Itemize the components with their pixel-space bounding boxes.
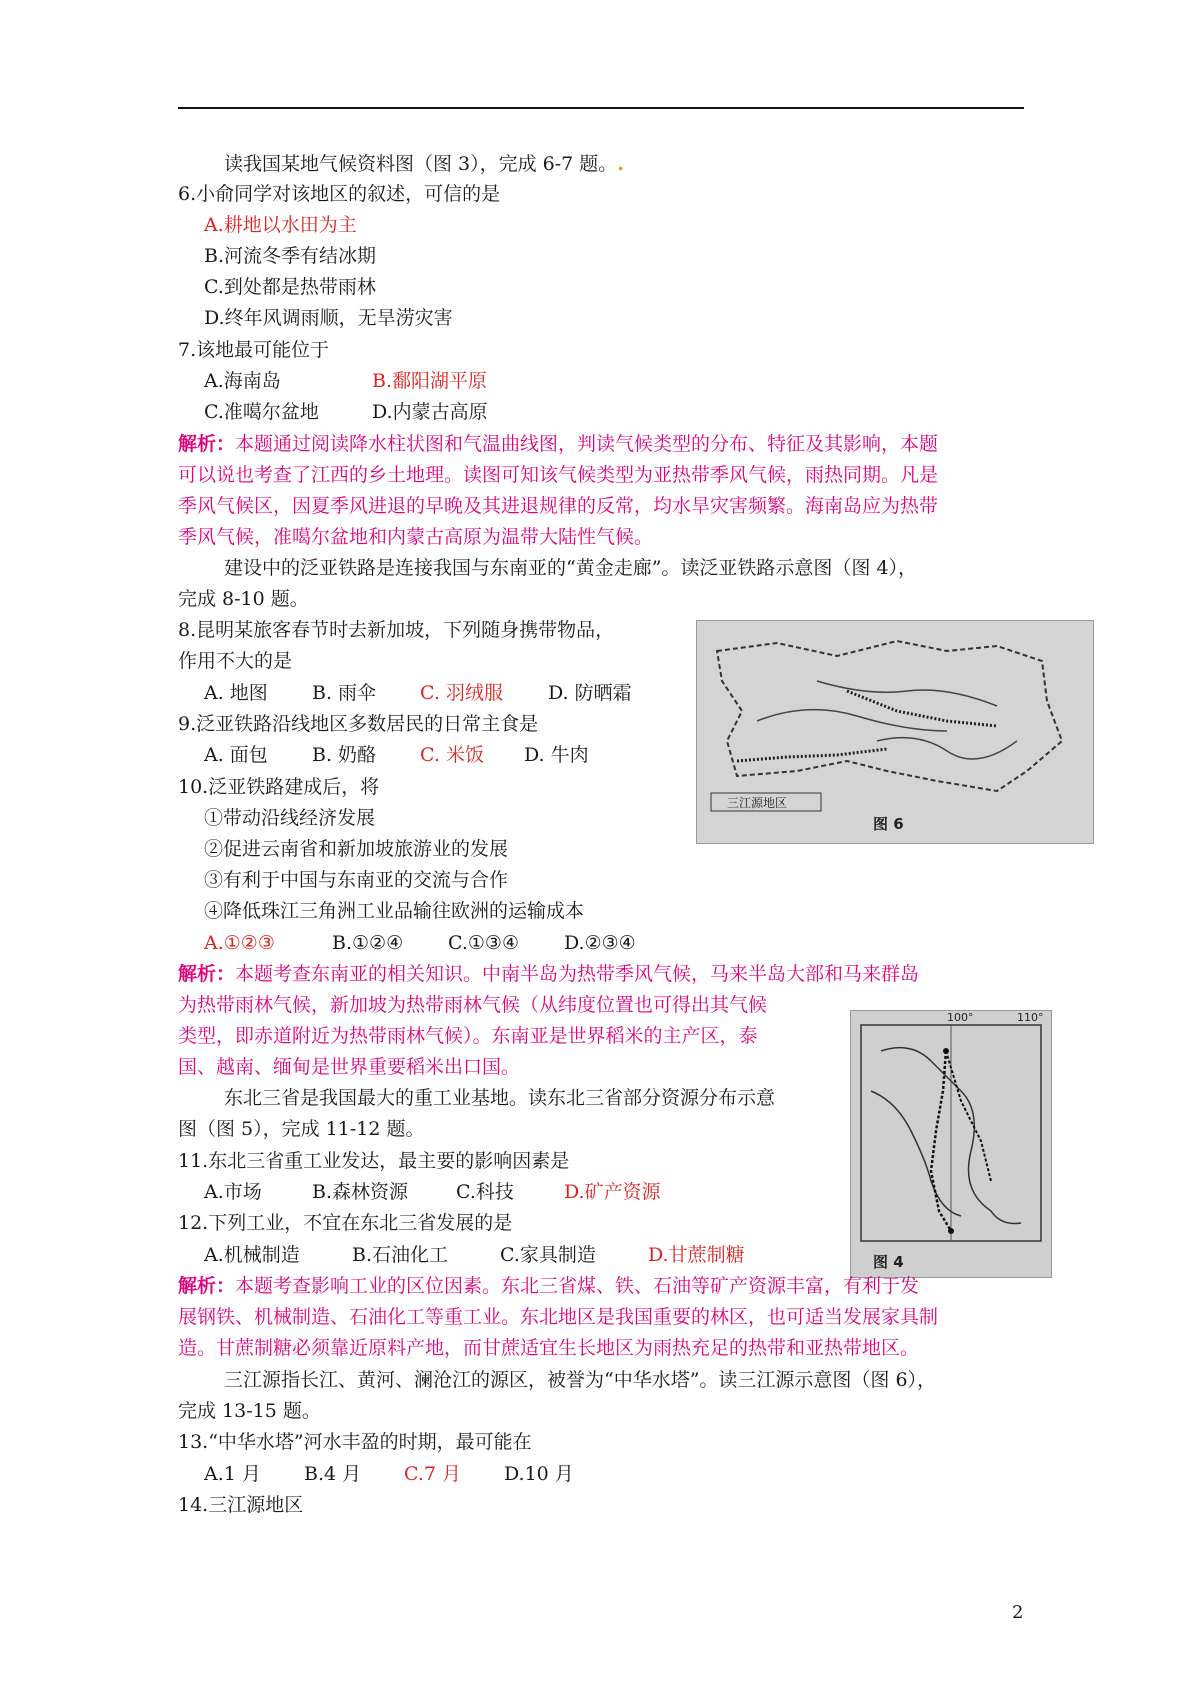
q7-option-a: A.海南岛 — [204, 370, 281, 392]
pan-asia-railway-drawing — [851, 1011, 1051, 1277]
q12-stem: 12.下列工业，不宜在东北三省发展的是 — [178, 1212, 513, 1234]
q10-stem: 10.泛亚铁路建成后，将 — [178, 776, 380, 798]
q8-stem-line1: 8.昆明某旅客春节时去新加坡，下列随身携带物品， — [178, 619, 615, 641]
q9-option-b: B. 奶酪 — [312, 744, 377, 766]
figure-4-map — [850, 1010, 1052, 1278]
q12-option-d: D.甘蔗制糖 — [648, 1244, 745, 1266]
q7-stem: 7.该地最可能位于 — [178, 339, 330, 361]
q9-option-c: C. 米饭 — [420, 744, 484, 766]
q8-stem-line2: 作用不大的是 — [178, 650, 293, 672]
q10-option-d: D.②③④ — [564, 932, 636, 954]
q6-option-c: C.到处都是热带雨林 — [204, 276, 376, 298]
q6-option-d: D.终年风调雨顺，无旱涝灾害 — [204, 307, 453, 329]
q6-option-b: B.河流冬季有结冰期 — [204, 245, 377, 267]
q8-option-c: C. 羽绒服 — [420, 682, 503, 704]
analysis3-line2: 展钢铁、机械制造、石油化工等重工业。东北地区是我国重要的林区，也可适当发展家具制 — [178, 1306, 939, 1328]
q13-option-a: A.1 月 — [204, 1463, 261, 1485]
q13-option-d: D.10 月 — [504, 1463, 574, 1485]
q11-option-b: B.森林资源 — [312, 1181, 409, 1203]
q10-item-3: ③有利于中国与东南亚的交流与合作 — [204, 869, 509, 891]
q8-option-b: B. 雨伞 — [312, 682, 377, 704]
q10-option-a: A.①②③ — [204, 932, 275, 954]
figure-6-caption: 图 6 — [873, 815, 904, 833]
q8-option-a: A. 地图 — [204, 682, 268, 704]
analysis1-line3: 季风气候区，因夏季风进退的早晚及其进退规律的反常，均水旱灾害频繁。海南岛应为热带 — [178, 495, 939, 517]
q12-option-c: C.家具制造 — [500, 1244, 596, 1266]
q10-option-b: B.①②④ — [332, 932, 404, 954]
q11-option-c: C.科技 — [456, 1181, 514, 1203]
q10-item-2: ②促进云南省和新加坡旅游业的发展 — [204, 838, 509, 860]
intro-northeast-line1: 东北三省是我国最大的重工业基地。读东北三省部分资源分布示意 — [224, 1087, 776, 1109]
q6-stem: 6.小俞同学对该地区的叙述，可信的是 — [178, 183, 501, 205]
q13-option-b: B.4 月 — [304, 1463, 362, 1485]
analysis2-line1: 解析：本题考查东南亚的相关知识。中南半岛为热带季风气候，马来半岛大部和马来群岛 — [178, 963, 920, 985]
q10-item-1: ①带动沿线经济发展 — [204, 807, 376, 829]
analysis1-line1: 解析：本题通过阅读降水柱状图和气温曲线图，判读气候类型的分布、特征及其影响，本题 — [178, 433, 939, 455]
analysis3-line1: 解析：本题考查影响工业的区位因素。东北三省煤、铁、石油等矿产资源丰富，有利于发 — [178, 1275, 920, 1297]
q13-stem: 13.“中华水塔”河水丰盈的时期，最可能在 — [178, 1431, 532, 1453]
intro-sanjiangyuan-line1: 三江源指长江、黄河、澜沧江的源区，被誉为“中华水塔”。读三江源示意图（图 6）， — [224, 1369, 937, 1391]
header-rule — [178, 107, 1024, 109]
q9-stem: 9.泛亚铁路沿线地区多数居民的日常主食是 — [178, 713, 539, 735]
q10-item-4: ④降低珠江三角洲工业品输往欧洲的运输成本 — [204, 900, 585, 922]
q7-option-b: B.鄱阳湖平原 — [372, 370, 488, 392]
q6-option-a: A.耕地以水田为主 — [204, 214, 357, 236]
intro-climate: 读我国某地气候资料图（图 3），完成 6-7 题。. — [224, 153, 624, 175]
q8-option-d: D. 防晒霜 — [548, 682, 632, 704]
figure-4-caption: 图 4 — [873, 1253, 904, 1271]
q10-option-c: C.①③④ — [448, 932, 519, 954]
q12-option-b: B.石油化工 — [352, 1244, 449, 1266]
analysis2-line4: 国、越南、缅甸是世界重要稻米出口国。 — [178, 1056, 521, 1078]
q11-option-d: D.矿产资源 — [564, 1181, 661, 1203]
q7-option-d: D.内蒙古高原 — [372, 401, 488, 423]
analysis1-line4: 季风气候，准噶尔盆地和内蒙古高原为温带大陆性气候。 — [178, 526, 654, 548]
q14-stem: 14.三江源地区 — [178, 1494, 304, 1516]
figure-4-lon-110: 110° — [1017, 1011, 1044, 1024]
intro-sanjiangyuan-line2: 完成 13-15 题。 — [178, 1400, 321, 1422]
analysis2-line2: 为热带雨林气候，新加坡为热带雨林气候（从纬度位置也可得出其气候 — [178, 994, 768, 1016]
analysis1-line2: 可以说也考查了江西的乡土地理。读图可知该气候类型为亚热带季风气候，雨热同期。凡是 — [178, 464, 939, 486]
analysis2-line3: 类型，即赤道附近为热带雨林气候）。东南亚是世界稻米的主产区，泰 — [178, 1025, 758, 1047]
q9-option-a: A. 面包 — [204, 744, 268, 766]
q11-stem: 11.东北三省重工业发达，最主要的影响因素是 — [178, 1150, 570, 1172]
q13-option-c: C.7 月 — [404, 1463, 462, 1485]
intro-northeast-line2: 图（图 5），完成 11-12 题。 — [178, 1118, 425, 1140]
q9-option-d: D. 牛肉 — [524, 744, 589, 766]
intro-railway-line1: 建设中的泛亚铁路是连接我国与东南亚的“黄金走廊”。读泛亚铁路示意图（图 4）， — [224, 557, 918, 579]
figure-6-map — [696, 620, 1094, 844]
page-number: 2 — [1012, 1602, 1024, 1623]
intro-railway-line2: 完成 8-10 题。 — [178, 588, 309, 610]
q12-option-a: A.机械制造 — [204, 1244, 300, 1266]
q7-option-c: C.准噶尔盆地 — [204, 401, 319, 423]
q11-option-a: A.市场 — [204, 1181, 262, 1203]
figure-6-legend: 三江源地区 — [727, 796, 788, 810]
analysis3-line3: 造。甘蔗制糖必须靠近原料产地，而甘蔗适宜生长地区为雨热充足的热带和亚热带地区。 — [178, 1337, 920, 1359]
figure-4-lon-100: 100° — [947, 1011, 974, 1024]
